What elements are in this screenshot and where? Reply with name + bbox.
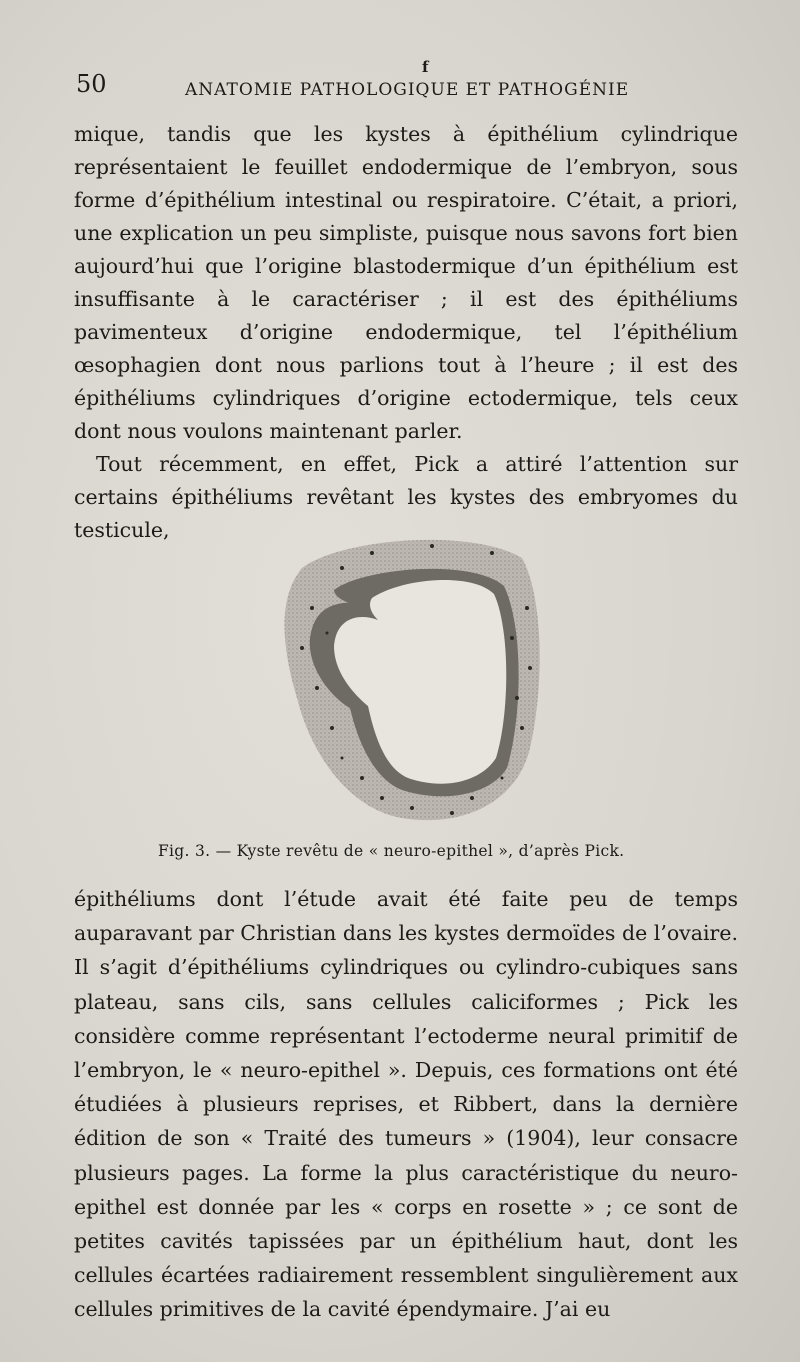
text-block-bottom (74, 882, 738, 1327)
figure-caption: Fig. 3. — Kyste revêtu de « neuro-epithel », d’après Pick. (158, 842, 625, 860)
running-head: ANATOMIE PATHOLOGIQUE ET PATHOGÉNIE (185, 80, 630, 100)
paragraph-bottom: épithéliums dont l’étude avait été faite peu de temps auparavant par Christian dans les kystes dermoïdes de l’ovaire. Il s’agit d’épithéliums cylindriques ou cylindro-cubiques sans plateau, sans cils, sans cellules caliciformes ; Pick les considère comme représentant l’ectoderme neural primitif de l’embryon, le « neuro-epithel ». Depuis, ces formations ont été étudiées à plusieurs reprises, et Ribbert, dans la dernière édition de son « Traité des tumeurs » (1904), leur consacre plusieurs pages. La forme la plus caractéristique du neuro-epithel est donnée par les « corps en rosette » ; ce sont de petites cavités tapissées par un épithélium haut, dont les cellules écartées radiairement ressemblent singulièrement aux cellules primitives de la cavité épendymaire. J’ai eu (74, 887, 738, 1322)
cyst-drawing (272, 528, 544, 828)
printer-mark: f (422, 58, 429, 76)
cyst-illustration (272, 528, 544, 828)
paragraph-continuation: mique, tandis que les kystes à épithélium cylindrique représentaient le feuillet endodermique de l’embryon, sous forme d’épithélium intestinal ou respiratoire. C’était, a priori, une explication un peu simpliste, puisque nous savons fort bien aujourd’hui que l’origine blastodermique d’un épithélium est insuffisante à le caractériser ; il est des épithéliums pavimenteux d’origine endodermique, tel l’épithélium œsophagien dont nous parlions tout à l’heure ; il est des épithéliums cylindriques d’origine ectodermique, tels ceux dont nous voulons maintenant parler. (74, 122, 738, 443)
page-number: 50 (76, 70, 107, 98)
text-block-top (74, 118, 738, 547)
paragraph-pick: Tout récemment, en effet, Pick a attiré l’attention sur certains épithéliums revêtant les kystes des embryomes du testicule, (74, 452, 738, 542)
